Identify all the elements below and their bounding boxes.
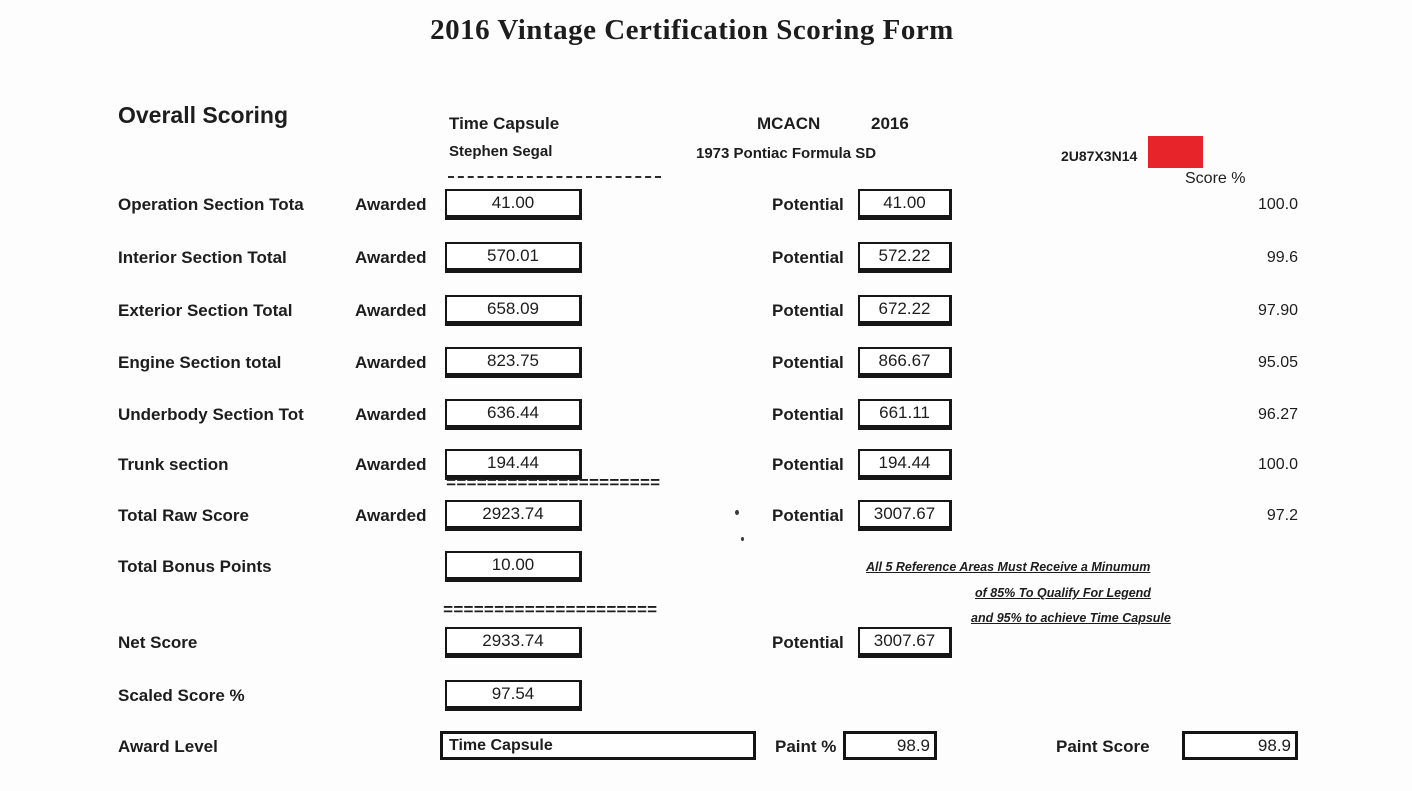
row-label: Scaled Score % <box>118 686 245 705</box>
row-exterior-section <box>0 295 1412 326</box>
awarded-label: Awarded <box>355 248 427 267</box>
event-name: MCACN <box>757 114 821 133</box>
vin-number: 2U87X3N14 <box>1061 148 1138 164</box>
row-label: Trunk section <box>118 455 229 474</box>
row-trunk-section <box>0 449 1412 480</box>
row-net-score <box>0 627 1412 658</box>
award-class-header: Time Capsule <box>449 114 560 133</box>
potential-label: Potential <box>772 301 844 320</box>
overall-scoring-heading: Overall Scoring <box>118 102 289 128</box>
awarded-value-box: 570.01 <box>445 242 582 273</box>
awarded-label: Awarded <box>355 301 427 320</box>
row-label: Total Raw Score <box>118 506 249 525</box>
score-percent-value: 100.0 <box>1257 196 1298 213</box>
awarded-label: Awarded <box>355 195 427 214</box>
awarded-value-box: 194.44 <box>445 449 582 480</box>
score-percent-value: 97.2 <box>1266 507 1298 524</box>
potential-value-box: 672.22 <box>858 295 952 326</box>
vehicle-description: 1973 Pontiac Formula SD <box>696 145 877 162</box>
row-label: Award Level <box>118 737 218 756</box>
score-percent-value: 97.90 <box>1257 302 1298 319</box>
score-percent-value: 95.05 <box>1257 354 1298 371</box>
row-label: Net Score <box>118 633 198 652</box>
paint-percent-label: Paint % <box>775 737 837 756</box>
reference-note-line-3: and 95% to achieve Time Capsule <box>971 611 1171 625</box>
potential-value-box: 41.00 <box>858 189 952 220</box>
potential-value-box: 866.67 <box>858 347 952 378</box>
scaled-score-value-box: 97.54 <box>445 680 582 711</box>
row-label: Operation Section Tota <box>118 195 304 214</box>
paint-score-value-box: 98.9 <box>1182 731 1298 760</box>
row-label: Underbody Section Tot <box>118 405 304 424</box>
double-rule-separator: ===================== <box>443 602 658 621</box>
bonus-value-box: 10.00 <box>445 551 582 582</box>
awarded-value-box: 658.09 <box>445 295 582 326</box>
score-percent-value: 100.0 <box>1257 456 1298 473</box>
awarded-label: Awarded <box>355 353 427 372</box>
page-title: 2016 Vintage Certification Scoring Form <box>430 14 954 46</box>
paint-percent-value-box: 98.9 <box>843 731 937 760</box>
scan-speckle <box>741 537 744 541</box>
awarded-value-box: 823.75 <box>445 347 582 378</box>
potential-label: Potential <box>772 633 844 652</box>
paint-score-label: Paint Score <box>1056 737 1150 756</box>
row-underbody-section <box>0 399 1412 430</box>
potential-label: Potential <box>772 506 844 525</box>
entrant-name: Stephen Segal <box>449 143 553 160</box>
vin-redaction-box <box>1148 136 1203 168</box>
row-scaled-score <box>0 680 1412 711</box>
awarded-value-box: 2923.74 <box>445 500 582 531</box>
awarded-value-box: 636.44 <box>445 399 582 430</box>
awarded-label: Awarded <box>355 405 427 424</box>
row-total-raw-score <box>0 500 1412 531</box>
net-score-value-box: 2933.74 <box>445 627 582 658</box>
award-level-value-box: Time Capsule <box>440 731 756 760</box>
net-potential-value-box: 3007.67 <box>858 627 952 658</box>
row-label: Total Bonus Points <box>118 557 272 576</box>
dashed-separator <box>448 176 661 178</box>
reference-note-line-2: of 85% To Qualify For Legend <box>975 586 1151 600</box>
row-engine-section <box>0 347 1412 378</box>
row-label: Exterior Section Total <box>118 301 293 320</box>
row-label: Interior Section Total <box>118 248 287 267</box>
double-rule-separator: ===================== <box>446 475 661 494</box>
row-label: Engine Section total <box>118 353 282 372</box>
row-award-level <box>0 731 1412 762</box>
row-operation-section <box>0 189 1412 220</box>
score-percent-value: 99.6 <box>1266 249 1298 266</box>
potential-value-box: 572.22 <box>858 242 952 273</box>
potential-label: Potential <box>772 455 844 474</box>
potential-label: Potential <box>772 195 844 214</box>
row-interior-section <box>0 242 1412 273</box>
awarded-label: Awarded <box>355 506 427 525</box>
potential-label: Potential <box>772 405 844 424</box>
potential-value-box: 661.11 <box>858 399 952 430</box>
awarded-label: Awarded <box>355 455 427 474</box>
score-percent-value: 96.27 <box>1257 406 1298 423</box>
row-total-bonus-points <box>0 551 1412 582</box>
potential-label: Potential <box>772 353 844 372</box>
reference-note-line-1: All 5 Reference Areas Must Receive a Minumum <box>866 560 1151 574</box>
scan-speckle <box>735 510 739 515</box>
potential-label: Potential <box>772 248 844 267</box>
event-year: 2016 <box>871 114 909 133</box>
score-percent-column-header: Score % <box>1185 170 1246 187</box>
awarded-value-box: 41.00 <box>445 189 582 220</box>
potential-value-box: 194.44 <box>858 449 952 480</box>
potential-value-box: 3007.67 <box>858 500 952 531</box>
